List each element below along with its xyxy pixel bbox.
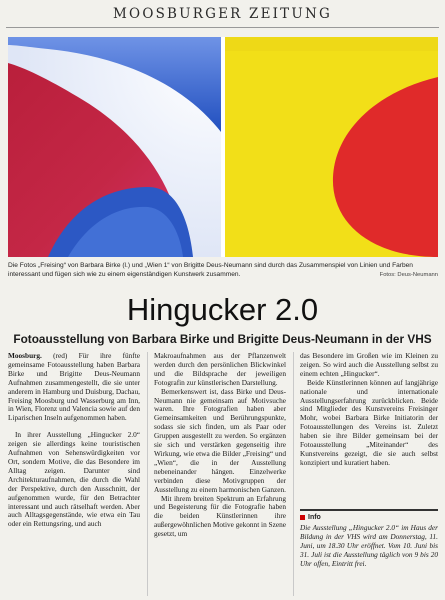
photo-pair [8,37,438,257]
paragraph: Bemerkenswert ist, dass Birke und Deus-Neumann nie gemeinsam auf Motivsuche waren. Ihre Fotografien haben aber Gemeinsamkeiten und Berührungspunkte, sodass sie sich finden, um als Paar oder Gruppen ausgestellt zu werden. So ergänzen sie sich und verstärken gegenseitig ihre Wirkung, wie etwa die Bilder „Freising“ und „Wien“, die in der Ausstellung nebeneinander hängen. Einzelwerke verbinden diese Motivgruppen der Ausstellung zu einem harmonischen Ganzen. [154,386,286,494]
dateline: Moosburg. [8,351,42,360]
column-divider [147,352,148,596]
article-column-2 [154,352,286,539]
headline: Hingucker 2.0 [126,292,319,327]
paragraph: Makroaufnahmen aus der Pflanzenwelt werden durch den persönlichen Blickwinkel und die Bildsprache der jeweiligen Fotografin zur künstlerischen Darstellung. [154,351,286,387]
article-column-3 [300,352,438,468]
paragraph [8,352,140,423]
photo-credit: Fotos: Deus-Neumann [379,271,438,278]
column-divider [293,352,294,596]
paragraph: das Besondere im Großen wie im Kleinen zu zeigen. So wird auch die Ausstellung selbst zu einem echten „Hingucker“. [300,351,438,378]
info-label-text: Info [308,514,321,521]
photo-freising [8,37,221,257]
info-label [300,514,438,521]
photo-wien-1 [225,37,438,257]
paragraph: In ihrer Ausstellung „Hingucker 2.0“ zeigen sie allerdings keine touristischen Aufnahmen von Sehenswürdigkeiten vor Ort, sondern Motive, die das Besondere im Alltag zeigen. Darunter sind Architekturaufnahmen, die durch die Wahl der Perspektive, durch den Ausschnitt, der aufgenommen wurde, für den Betrachter interessant und auch rätselhaft werden. Aber auch Alltagsgegenstände, wie etwa ein Tau oder ein Rettungsring, und auch [8,430,140,529]
masthead-rule [6,27,439,28]
caption-text: Die Fotos „Freising“ von Barbara Birke (l.) und „Wien 1“ von Brigitte Deus-Neumann sind durch das Zusammenspiel von Linien und Farben interessant und fügen sich wie zu einem eigenständigen Kunstwerk zusammen. [8,262,413,278]
article-column-1 [8,352,140,529]
info-box [300,509,438,569]
info-text: Die Ausstellung „Hingucker 2.0“ im Haus der Bildung in der VHS wird am Donnerstag, 11. Juni, um 18.30 Uhr eröffnet. Vom 10. Juni bis 31. Juli ist die Ausstellung täglich von 9 bis 20 Uhr offen, Eintritt frei. [300,523,438,568]
photo-caption [8,262,438,279]
red-square-icon [300,515,305,520]
masthead: MOOSBURGER ZEITUNG [113,6,332,22]
paragraph: Mit ihrem breiten Spektrum an Erfahrung und Begeisterung für die Fotografie haben die beiden Künstlerinnen ihre außergewöhnlichen Motive gekonnt in Szene gesetzt, um [154,493,286,539]
info-rule [300,509,438,511]
paragraph-text: (red) Für ihre fünfte gemeinsame Fotoausstellung haben Barbara Birke und Brigitte Deus-Neumann Aufnahmen zusammengestellt, die sie unter anderem in Hamburg und Duisburg, Dachau, Freising Moosburg und Wasserburg am Inn, in Wien, Florenz und Valencia sowie auf den Liparischen Inseln aufgenommen haben. [8,351,140,423]
paragraph: Beide Künstlerinnen können auf langjährige nationale und internationale Ausstellungserfahrung zurückblicken. Beide sind Mitglieder des Kunstvereins Freisinger Mohr, wobei Barbara Birke Initiatorin der Fotoausstellungen des Vereins ist. Zuletzt haben sie ihre Bilder gemeinsam bei der Fotoausstellung „Miteinander“ des Kunstvereins gezeigt, die sie auch selbst konzipiert und kuratiert haben. [300,377,438,467]
subhead: Fotoausstellung von Barbara Birke und Brigitte Deus-Neumann in der VHS [13,332,432,346]
